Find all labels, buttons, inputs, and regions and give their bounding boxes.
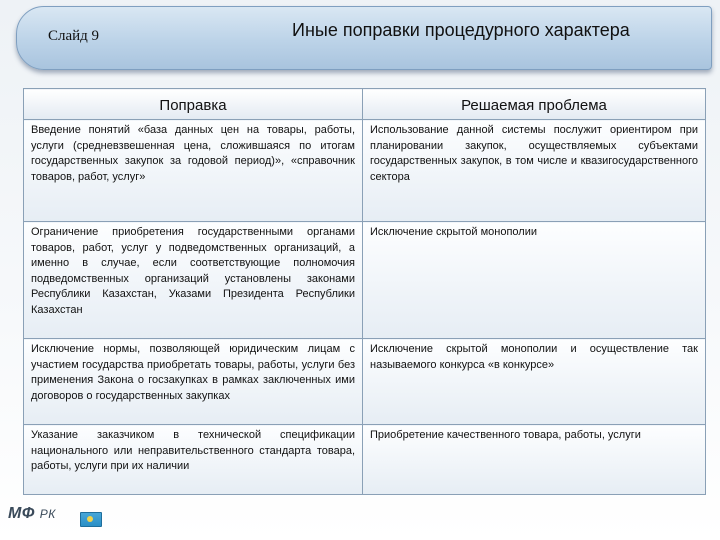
logo-main-text: МФ — [8, 505, 35, 522]
table-row — [24, 425, 706, 495]
table-row — [24, 339, 706, 425]
column-header-amendment: Поправка — [24, 89, 363, 120]
column-header-problem: Решаемая проблема — [363, 89, 706, 120]
table-header-row — [24, 89, 706, 120]
table-row — [24, 120, 706, 222]
amendment-cell: Введение понятий «база данных цен на товары, работы, услуги (средневзвешенная цена, сложившаяся по итогам государственных закупок за годовой период)», «справочник товаров, работ, услуг» — [24, 120, 363, 222]
amendments-table — [23, 88, 706, 495]
amendment-cell: Ограничение приобретения государственными органами товаров, работ, услуг у подведомственных организаций, а именно в случае, если соответствующие полномочия подведомственных организаций установлены законами Республики Казахстан, Указами Президента Республики Казахстан — [24, 222, 363, 339]
problem-cell: Использование данной системы послужит ориентиром при планировании закупок, осуществляемых субъектами государственных закупок, в том числе и квазигосударственного сектора — [363, 120, 706, 222]
logo-sub-text: РК — [39, 507, 56, 521]
ministry-logo — [8, 505, 56, 523]
problem-cell: Исключение скрытой монополии — [363, 222, 706, 339]
flag-icon — [80, 512, 102, 527]
slide-number: Слайд 9 — [48, 28, 100, 44]
problem-cell: Исключение скрытой монополии и осуществление так называемого конкурса «в конкурсе» — [363, 339, 706, 425]
amendment-cell: Указание заказчиком в технической спецификации национального или неправительственного стандарта товара, работы, услуги при их наличии — [24, 425, 363, 495]
amendment-cell: Исключение нормы, позволяющей юридическим лицам с участием государства приобретать товары, работы, услуги без применения Закона о госзакупках в рамках заключенных ими договоров о государственных закупках — [24, 339, 363, 425]
table-row — [24, 222, 706, 339]
problem-cell: Приобретение качественного товара, работы, услуги — [363, 425, 706, 495]
slide-title: Иные поправки процедурного характера — [292, 20, 630, 40]
